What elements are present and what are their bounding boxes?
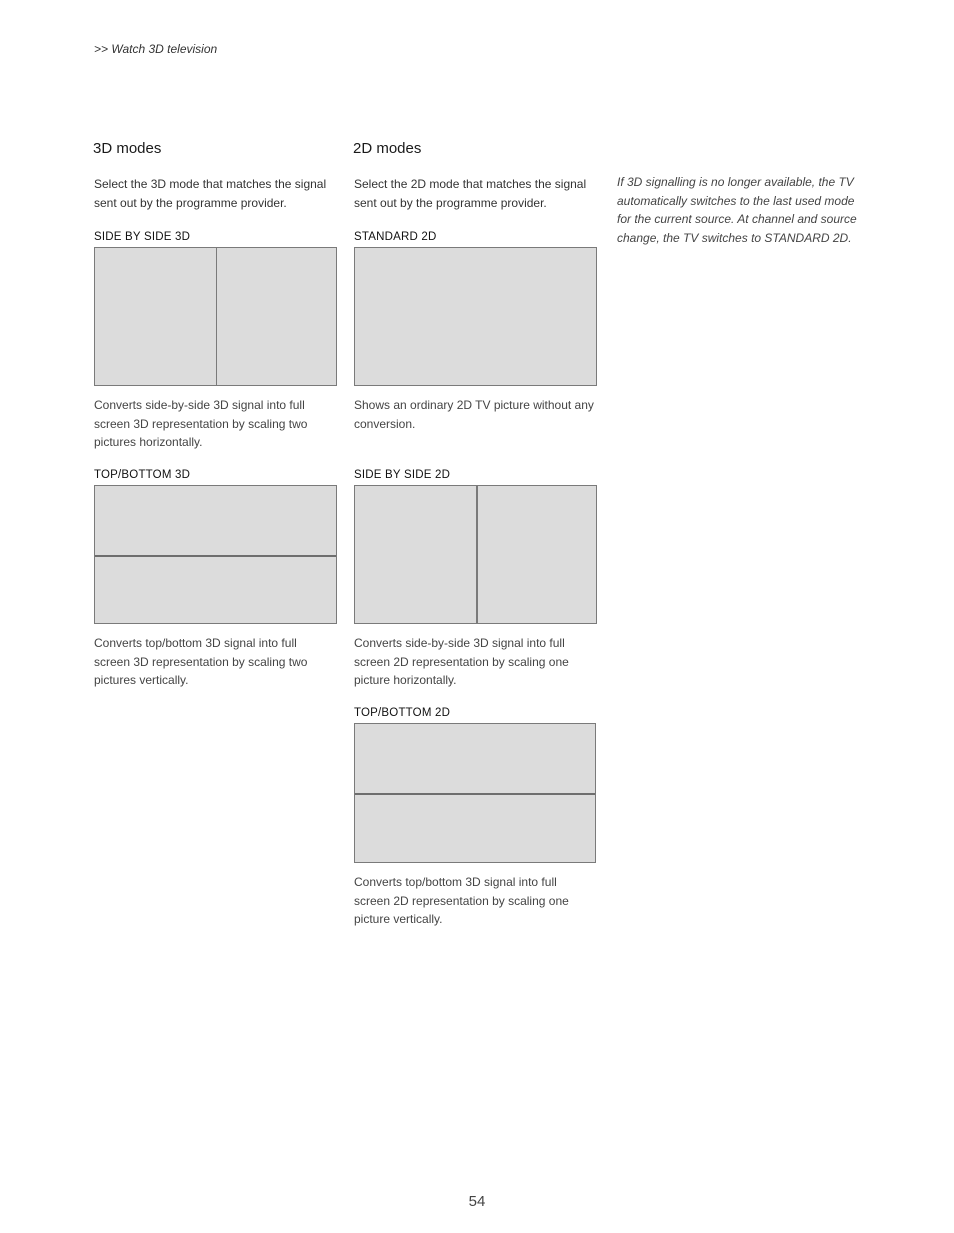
mode-standard-2d — [353, 230, 599, 433]
standard-diagram — [354, 247, 597, 386]
page-number: 54 — [468, 1193, 486, 1210]
mode-top-bottom-2d — [353, 706, 599, 929]
heading-3d-modes: 3D modes — [93, 140, 162, 157]
top-bottom-diagram — [94, 485, 337, 624]
mode-top-bottom-3d — [93, 468, 339, 690]
mode-description: Converts top/bottom 3D signal into full screen 3D representation by scaling two pictures vertically. — [94, 636, 308, 687]
mode-title: STANDARD 2D — [354, 231, 437, 243]
mode-title: TOP/BOTTOM 2D — [354, 707, 451, 719]
heading-2d-modes: 2D modes — [353, 140, 422, 157]
intro-3d-modes: Select the 3D mode that matches the signal sent out by the programme provider. — [94, 177, 327, 210]
mode-description: Converts side-by-side 3D signal into full screen 2D representation by scaling one picture horizontally. — [354, 636, 569, 687]
section-3d-modes — [93, 139, 338, 687]
side-by-side-diagram — [94, 247, 337, 386]
mode-description: Converts top/bottom 3D signal into full screen 2D representation by scaling one picture vertically. — [354, 875, 569, 926]
mode-side-by-side-2d — [353, 468, 599, 690]
mode-title: SIDE BY SIDE 3D — [94, 231, 191, 243]
intro-2d-modes: Select the 2D mode that matches the signal sent out by the programme provider. — [354, 177, 587, 210]
mode-description: Converts side-by-side 3D signal into full screen 3D representation by scaling two pictures horizontally. — [94, 398, 308, 449]
breadcrumb: >> Watch 3D television — [94, 42, 218, 56]
top-bottom-diagram — [354, 723, 596, 863]
mode-title: TOP/BOTTOM 3D — [94, 469, 191, 481]
side-by-side-diagram — [354, 485, 597, 624]
mode-side-by-side-3d — [93, 230, 339, 452]
side-note: If 3D signalling is no longer available, the TV automatically switches to the last used mode for the current source. At channel and source change, the TV switches to STANDARD 2D. — [617, 175, 857, 245]
section-2d-modes — [353, 139, 598, 926]
mode-description: Shows an ordinary 2D TV picture without any conversion. — [354, 398, 594, 431]
mode-title: SIDE BY SIDE 2D — [354, 469, 451, 481]
